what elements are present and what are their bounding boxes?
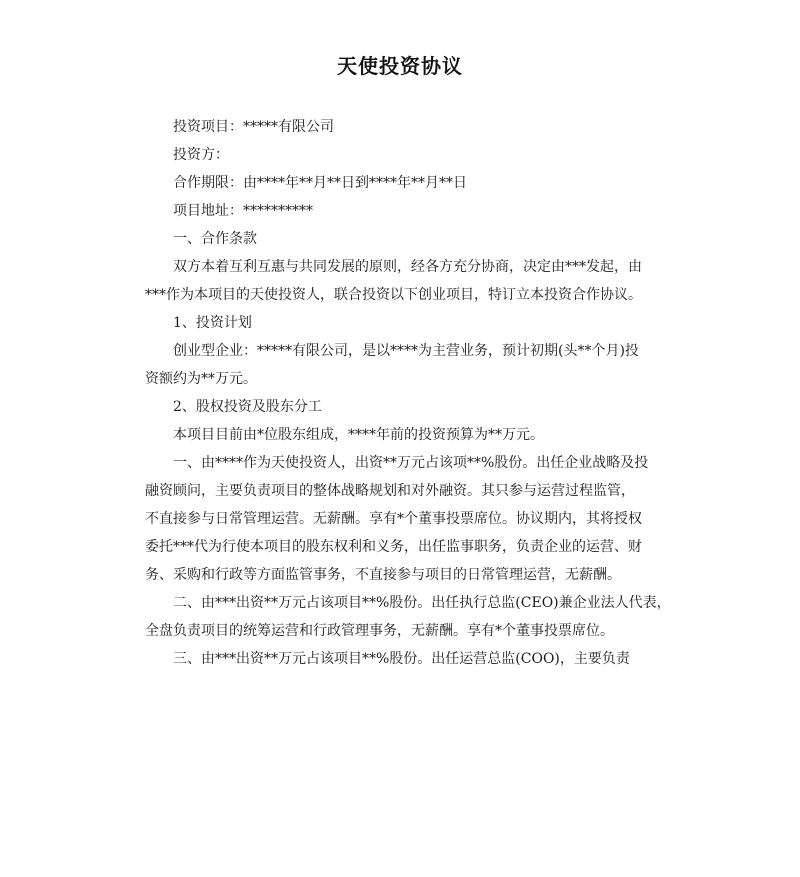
text-line: 三、由***出资**万元占该项目**%股份。出任运营总监(COO)，主要负责	[173, 651, 630, 667]
paragraph-ceo	[145, 589, 671, 645]
text-line: 二、由***出资**万元占该项目**%股份。出任执行总监(CEO)兼企业法人代表，	[173, 595, 671, 611]
text-line: 合作期限：由****年**月**日到****年**月**日	[173, 175, 467, 191]
heading-investment-plan	[145, 309, 665, 337]
text-line: 委托***代为行使本项目的股东权利和义务，出任监事职务，负责企业的运营、财	[145, 539, 642, 555]
text-line: 投资方：	[173, 147, 229, 163]
text-line: 项目地址：**********	[173, 203, 313, 219]
text-line: 1、投资计划	[173, 315, 252, 331]
text-line: 融资顾问，主要负责项目的整体战略规划和对外融资。其只参与运营过程监管，	[145, 483, 635, 499]
paragraph-principles	[145, 253, 665, 309]
document-title: 天使投资协议	[337, 54, 463, 78]
text-line: 双方本着互利互惠与共同发展的原则，经各方充分协商，决定由***发起，由	[173, 259, 642, 275]
text-line: 本项目目前由*位股东组成，****年前的投资预算为**万元。	[173, 427, 544, 443]
text-line: 资额约为**万元。	[145, 371, 257, 387]
paragraph-investment-project	[145, 113, 665, 141]
paragraph-startup-company	[145, 337, 665, 393]
paragraph-shareholders	[145, 421, 665, 449]
text-line: 2、股权投资及股东分工	[173, 399, 322, 415]
text-line: 创业型企业：*****有限公司，是以****为主营业务，预计初期(头**个月)投	[173, 343, 639, 359]
text-line: 务、采购和行政等方面监管事务，不直接参与项目的日常管理运营，无薪酬。	[145, 567, 621, 583]
text-line: 投资项目：*****有限公司	[173, 119, 334, 135]
paragraph-coo	[145, 645, 665, 673]
document-body	[145, 113, 671, 673]
text-line: 一、由****作为天使投资人，出资**万元占该项**%股份。出任企业战略及投	[173, 455, 649, 471]
text-line: ***作为本项目的天使投资人，联合投资以下创业项目，特订立本投资合作协议。	[145, 287, 642, 303]
text-line: 一、合作条款	[173, 231, 257, 247]
paragraph-project-address	[145, 197, 665, 225]
text-line: 不直接参与日常管理运营。无薪酬。享有*个董事投票席位。协议期内，其将授权	[145, 511, 642, 527]
paragraph-investor	[145, 141, 665, 169]
text-line: 全盘负责项目的统筹运营和行政管理事务，无薪酬。享有*个董事投票席位。	[145, 623, 614, 639]
heading-equity-investment	[145, 393, 665, 421]
paragraph-angel-investor	[145, 449, 665, 589]
heading-cooperation-terms	[145, 225, 665, 253]
paragraph-cooperation-period	[145, 169, 665, 197]
